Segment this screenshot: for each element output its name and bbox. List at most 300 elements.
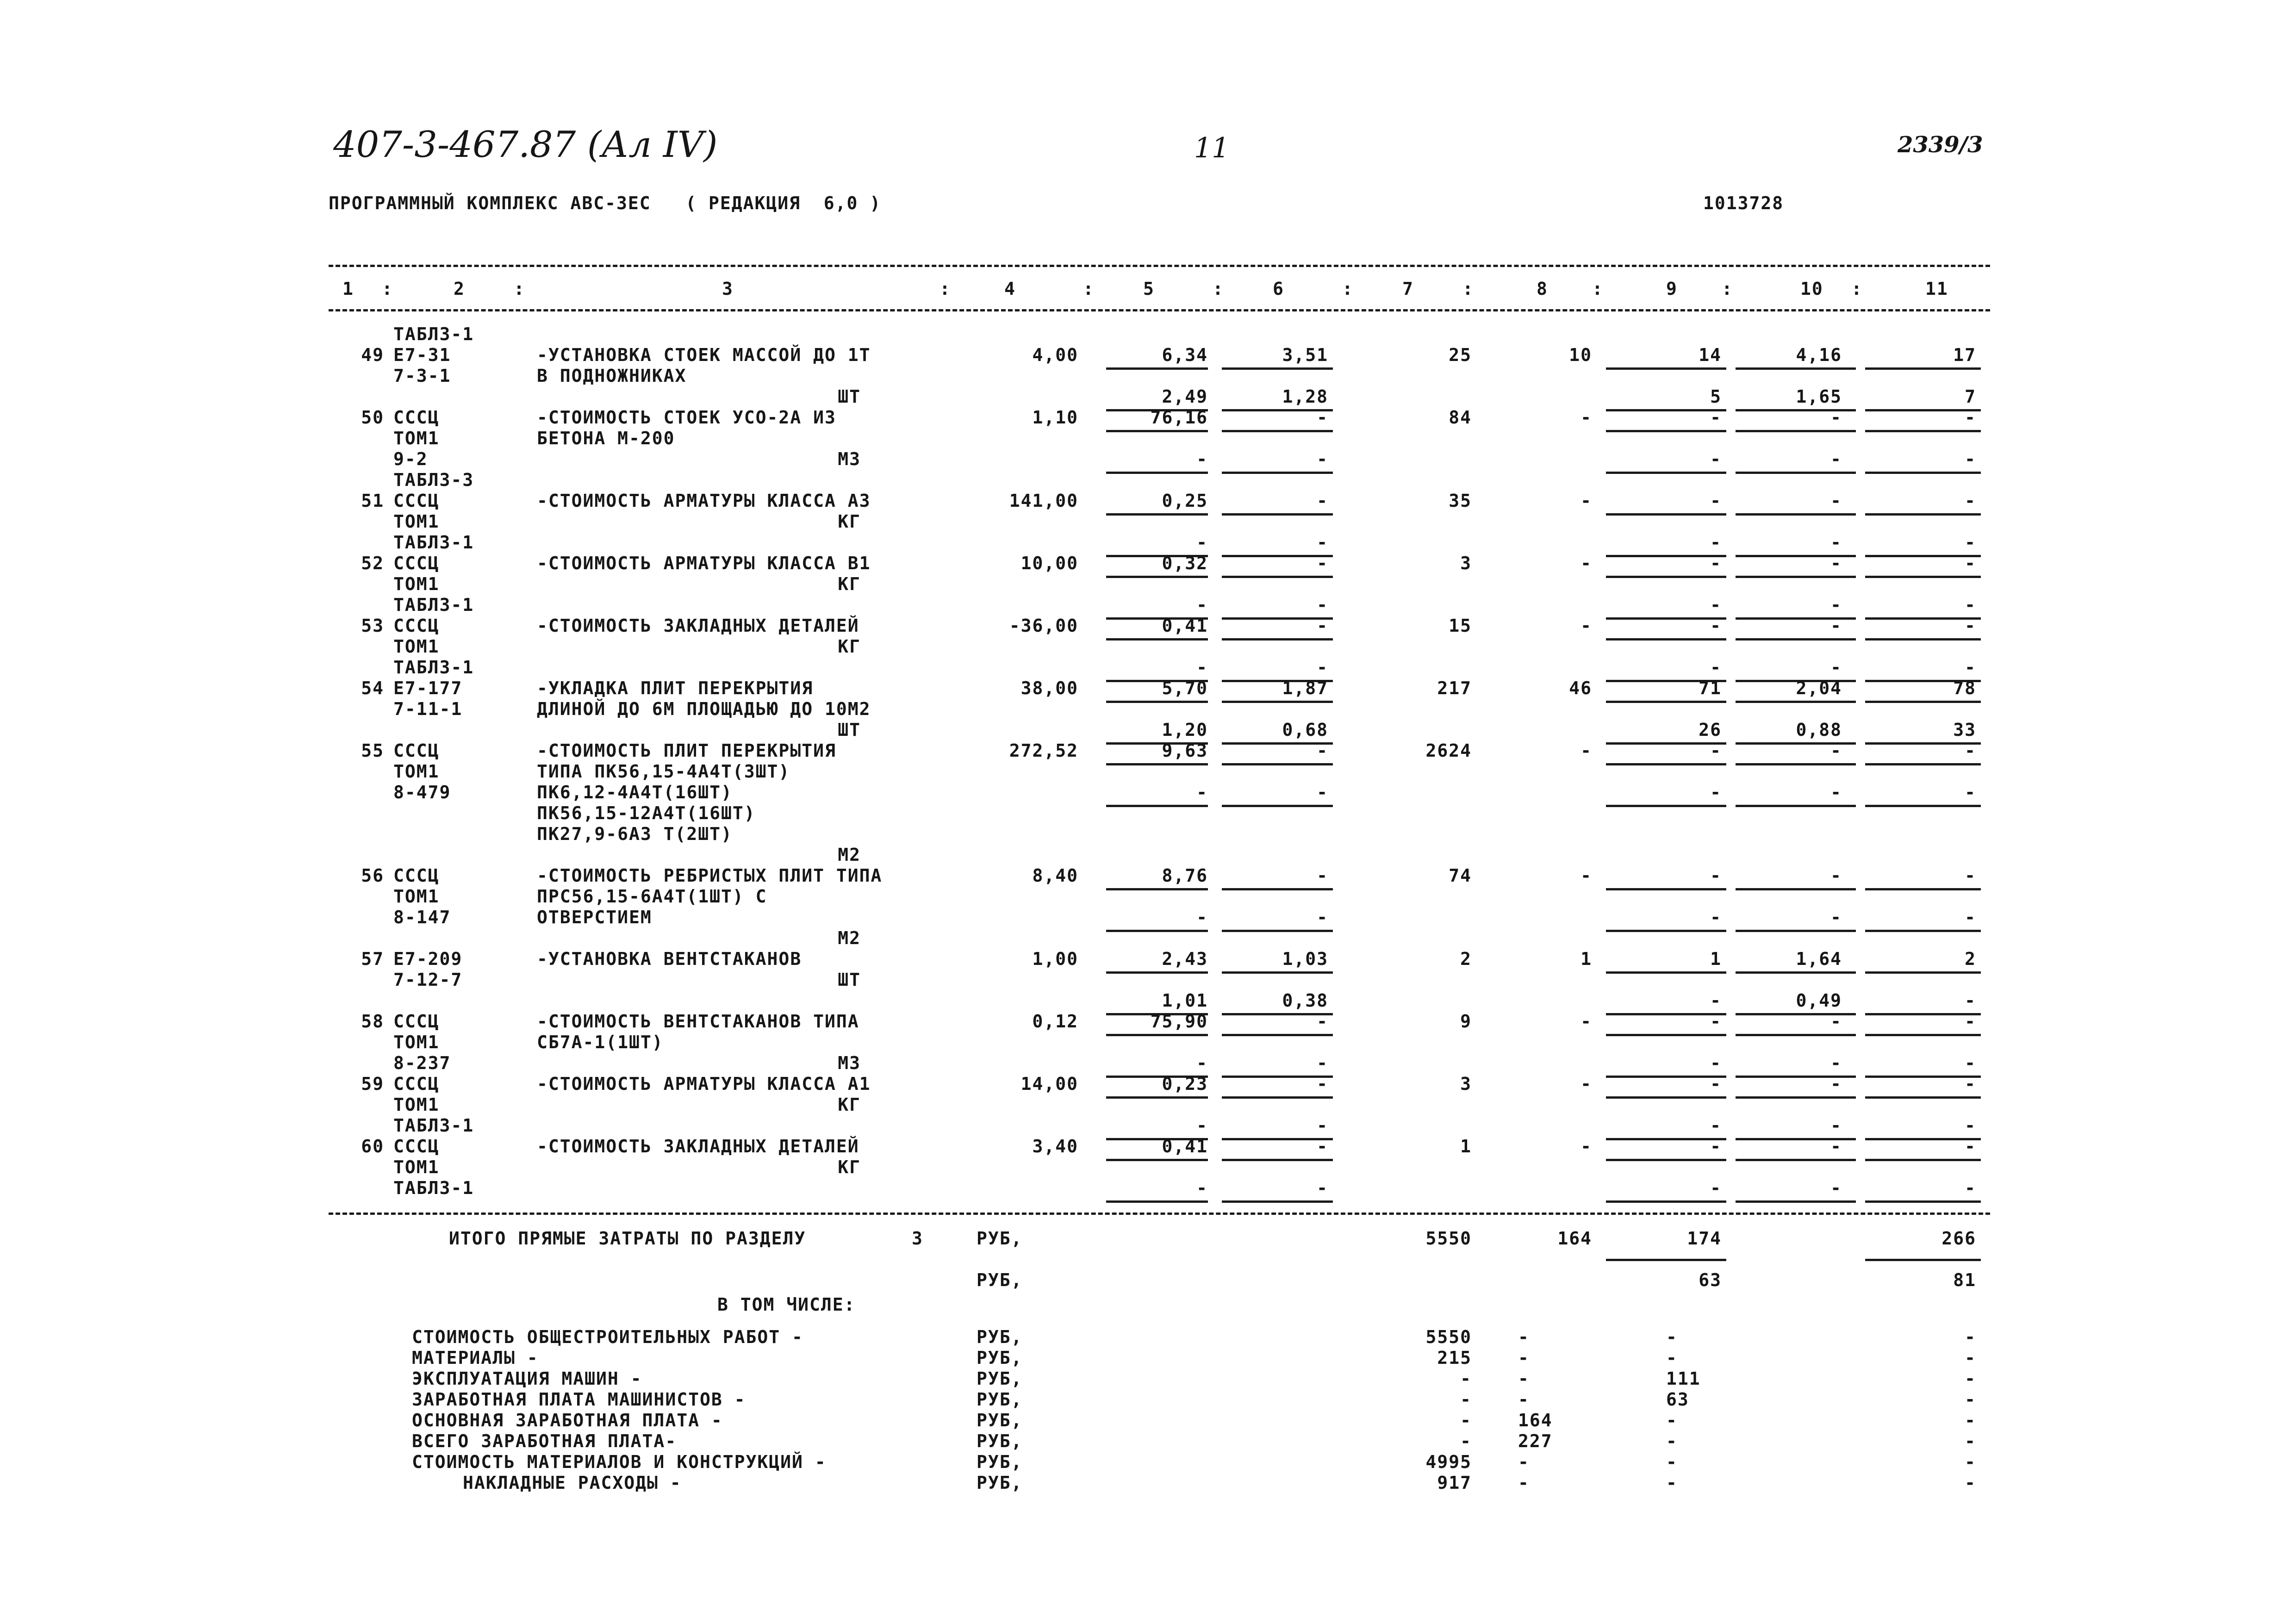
cell-col2: ТАБЛ3-1 xyxy=(393,657,474,678)
column-separator: : xyxy=(1851,279,1863,299)
cell-underline xyxy=(1736,472,1856,474)
cell-col6: - xyxy=(1317,407,1328,428)
cell-col11: - xyxy=(1965,407,1976,428)
column-number-6: 6 xyxy=(1273,279,1284,299)
column-separator: : xyxy=(1722,279,1733,299)
cell-col1: 56 xyxy=(361,865,384,886)
cell-underline xyxy=(1222,430,1333,432)
cell-col8: - xyxy=(1580,1136,1592,1157)
cell-col2: ТОМ1 xyxy=(393,511,440,532)
cell-col11: - xyxy=(1965,532,1976,553)
cell-col10: - xyxy=(1830,1053,1842,1073)
cell-col9: 26 xyxy=(1699,720,1722,740)
cell-col1: 49 xyxy=(361,345,384,365)
cell-col5: - xyxy=(1196,657,1208,678)
cell-col2: ТАБЛ3-3 xyxy=(393,470,474,490)
cell-col3: ПРС56,15-6А4Т(1ШТ) С xyxy=(537,886,767,907)
cell-col10: 0,88 xyxy=(1796,720,1842,740)
cell-col9: - xyxy=(1710,407,1722,428)
cell-underline xyxy=(1865,930,1981,932)
cell-col5: 6,34 xyxy=(1162,345,1208,365)
cell-col8: - xyxy=(1580,553,1592,573)
cell-col3: КГ xyxy=(838,1157,861,1177)
cell-col6: - xyxy=(1317,1011,1328,1032)
cell-col2: 7-11-1 xyxy=(393,699,463,719)
cell-underline xyxy=(1606,472,1726,474)
total-col7: 5550 xyxy=(1425,1228,1472,1249)
cell-underline xyxy=(1865,513,1981,516)
cell-col10: - xyxy=(1830,657,1842,678)
cell-col4: 3,40 xyxy=(1032,1136,1078,1157)
cell-col8: 10 xyxy=(1569,345,1592,365)
cell-col8: - xyxy=(1580,491,1592,511)
cell-col1: 51 xyxy=(361,491,384,511)
cell-col10: - xyxy=(1830,407,1842,428)
cell-col3: ШТ xyxy=(838,720,861,740)
table-header-rule xyxy=(329,309,1990,311)
cell-underline xyxy=(1865,805,1981,807)
cell-col2: СССЦ xyxy=(393,491,440,511)
cell-underline xyxy=(1736,576,1856,578)
cell-col3: ОТВЕРСТИЕМ xyxy=(537,907,652,927)
cell-col8: - xyxy=(1580,407,1592,428)
cell-col10: - xyxy=(1830,1074,1842,1094)
total-col11-rule xyxy=(1865,1259,1981,1261)
cell-underline xyxy=(1736,1034,1856,1036)
cell-col10: - xyxy=(1830,1011,1842,1032)
total-label: ИТОГО ПРЯМЫЕ ЗАТРАТЫ ПО РАЗДЕЛУ xyxy=(449,1228,806,1249)
breakdown-col9: - xyxy=(1666,1410,1678,1430)
cell-col1: 58 xyxy=(361,1011,384,1032)
cell-underline xyxy=(1222,701,1333,703)
breakdown-col8: - xyxy=(1518,1348,1530,1368)
cell-col7: 9 xyxy=(1460,1011,1472,1032)
column-separator: : xyxy=(382,279,393,299)
cell-col3: КГ xyxy=(838,1094,861,1115)
cell-col11: 33 xyxy=(1953,720,1976,740)
cell-col10: - xyxy=(1830,1115,1842,1136)
total-col9-second: 63 xyxy=(1699,1270,1722,1290)
cell-underline xyxy=(1106,576,1208,578)
total-col11: 266 xyxy=(1941,1228,1976,1249)
breakdown-label: ЗАРАБОТНАЯ ПЛАТА МАШИНИСТОВ - xyxy=(412,1389,746,1410)
cell-underline xyxy=(1222,1200,1333,1203)
cell-col5: 1,01 xyxy=(1162,990,1208,1011)
cell-col3: ПК6,12-4А4Т(16ШТ) xyxy=(537,782,733,802)
cell-col8: - xyxy=(1580,1074,1592,1094)
cell-col5: - xyxy=(1196,907,1208,927)
breakdown-label: НАКЛАДНЫЕ РАСХОДЫ - xyxy=(463,1473,682,1493)
cell-col6: 1,28 xyxy=(1282,386,1328,407)
cell-underline xyxy=(1222,888,1333,890)
total-unit: РУБ, xyxy=(977,1228,1023,1249)
cell-underline xyxy=(1865,888,1981,890)
cell-col8: - xyxy=(1580,1011,1592,1032)
cell-col5: - xyxy=(1196,449,1208,469)
cell-col10: - xyxy=(1830,553,1842,573)
handwritten-doc-code: 407-3-467.87 (Ал IV) xyxy=(333,124,718,166)
cell-col6: - xyxy=(1317,1053,1328,1073)
cell-col11: - xyxy=(1965,1136,1976,1157)
cell-col9: - xyxy=(1710,1053,1722,1073)
cell-col4: -36,00 xyxy=(1009,616,1078,636)
total-unit-second: РУБ, xyxy=(977,1270,1023,1290)
cell-col3: БЕТОНА М-200 xyxy=(537,428,675,448)
cell-col6: - xyxy=(1317,553,1328,573)
cell-col3: ПК56,15-12А4Т(16ШТ) xyxy=(537,803,756,823)
cell-col5: 2,49 xyxy=(1162,386,1208,407)
cell-col2: ТОМ1 xyxy=(393,1032,440,1052)
cell-col3: М3 xyxy=(838,1053,861,1073)
cell-col9: - xyxy=(1710,865,1722,886)
cell-underline xyxy=(1106,1159,1208,1161)
breakdown-col7: - xyxy=(1460,1389,1472,1410)
cell-col9: - xyxy=(1710,449,1722,469)
cell-underline xyxy=(1106,1034,1208,1036)
total-section-number: 3 xyxy=(912,1228,923,1249)
cell-col10: - xyxy=(1830,616,1842,636)
handwritten-page-number: 11 xyxy=(1194,132,1230,164)
cell-col3: КГ xyxy=(838,636,861,657)
cell-col1: 55 xyxy=(361,740,384,761)
cell-col11: 78 xyxy=(1953,678,1976,698)
column-number-1: 1 xyxy=(342,279,354,299)
cell-underline xyxy=(1222,513,1333,516)
cell-col7: 74 xyxy=(1449,865,1472,886)
cell-col11: - xyxy=(1965,740,1976,761)
cell-col7: 25 xyxy=(1449,345,1472,365)
cell-col2: ТОМ1 xyxy=(393,636,440,657)
cell-col6: - xyxy=(1317,865,1328,886)
cell-col4: 4,00 xyxy=(1032,345,1078,365)
cell-col3: КГ xyxy=(838,574,861,594)
column-number-9: 9 xyxy=(1666,279,1678,299)
cell-col5: - xyxy=(1196,532,1208,553)
cell-col2: СССЦ xyxy=(393,1074,440,1094)
cell-underline xyxy=(1736,1159,1856,1161)
cell-col9: 1 xyxy=(1710,949,1722,969)
cell-col6: - xyxy=(1317,1115,1328,1136)
cell-underline xyxy=(1606,701,1726,703)
breakdown-col11: - xyxy=(1965,1327,1976,1347)
breakdown-label: СТОИМОСТЬ МАТЕРИАЛОВ И КОНСТРУКЦИЙ - xyxy=(412,1452,827,1472)
cell-underline xyxy=(1106,971,1208,974)
cell-underline xyxy=(1222,971,1333,974)
cell-col10: - xyxy=(1830,907,1842,927)
cell-col9: - xyxy=(1710,1136,1722,1157)
cell-col4: 272,52 xyxy=(1009,740,1078,761)
cell-col2: 9-2 xyxy=(393,449,428,469)
column-separator: : xyxy=(940,279,951,299)
cell-col11: - xyxy=(1965,865,1976,886)
cell-col7: 15 xyxy=(1449,616,1472,636)
cell-col9: 5 xyxy=(1710,386,1722,407)
column-number-5: 5 xyxy=(1143,279,1155,299)
cell-col9: 71 xyxy=(1699,678,1722,698)
cell-col6: - xyxy=(1317,491,1328,511)
cell-underline xyxy=(1106,1096,1208,1099)
cell-underline xyxy=(1606,576,1726,578)
cell-underline xyxy=(1606,1096,1726,1099)
cell-col5: 76,16 xyxy=(1150,407,1208,428)
cell-col4: 1,10 xyxy=(1032,407,1078,428)
cell-underline xyxy=(1222,367,1333,370)
cell-col5: - xyxy=(1196,1115,1208,1136)
cell-col3: ШТ xyxy=(838,386,861,407)
cell-col1: 53 xyxy=(361,616,384,636)
cell-col7: 217 xyxy=(1437,678,1472,698)
breakdown-col11: - xyxy=(1965,1410,1976,1430)
cell-underline xyxy=(1606,513,1726,516)
cell-col9: - xyxy=(1710,532,1722,553)
cell-underline xyxy=(1222,930,1333,932)
cell-col9: - xyxy=(1710,782,1722,802)
cell-underline xyxy=(1222,1159,1333,1161)
breakdown-unit: РУБ, xyxy=(977,1473,1023,1493)
cell-col2: СССЦ xyxy=(393,1136,440,1157)
cell-col1: 50 xyxy=(361,407,384,428)
cell-col2: СССЦ xyxy=(393,865,440,886)
cell-col3: В ПОДНОЖНИКАХ xyxy=(537,366,687,386)
column-separator: : xyxy=(1462,279,1474,299)
cell-underline xyxy=(1865,430,1981,432)
cell-underline xyxy=(1222,763,1333,765)
cell-col9: - xyxy=(1710,1115,1722,1136)
cell-underline xyxy=(1606,1159,1726,1161)
cell-col7: 2624 xyxy=(1425,740,1472,761)
cell-underline xyxy=(1736,701,1856,703)
cell-col10: 4,16 xyxy=(1796,345,1842,365)
cell-col6: - xyxy=(1317,740,1328,761)
cell-col5: 75,90 xyxy=(1150,1011,1208,1032)
breakdown-col9: - xyxy=(1666,1348,1678,1368)
cell-col9: - xyxy=(1710,907,1722,927)
cell-underline xyxy=(1865,576,1981,578)
total-col8: 164 xyxy=(1557,1228,1592,1249)
cell-col3: ДЛИНОЙ ДО 6М ПЛОЩАДЬЮ ДО 10М2 xyxy=(537,699,871,719)
cell-col9: 14 xyxy=(1699,345,1722,365)
cell-col3: -СТОИМОСТЬ ПЛИТ ПЕРЕКРЫТИЯ xyxy=(537,740,836,761)
cell-col9: - xyxy=(1710,595,1722,615)
cell-underline xyxy=(1606,638,1726,640)
cell-underline xyxy=(1106,930,1208,932)
cell-underline xyxy=(1606,367,1726,370)
cell-col10: - xyxy=(1830,740,1842,761)
cell-col6: - xyxy=(1317,657,1328,678)
cell-underline xyxy=(1736,367,1856,370)
cell-col9: - xyxy=(1710,553,1722,573)
cell-underline xyxy=(1106,638,1208,640)
cell-col5: - xyxy=(1196,1053,1208,1073)
cell-col11: - xyxy=(1965,990,1976,1011)
column-separator: : xyxy=(1213,279,1224,299)
cell-col6: - xyxy=(1317,449,1328,469)
breakdown-unit: РУБ, xyxy=(977,1389,1023,1410)
breakdown-label: МАТЕРИАЛЫ - xyxy=(412,1348,539,1368)
cell-col8: 1 xyxy=(1580,949,1592,969)
cell-col11: - xyxy=(1965,907,1976,927)
breakdown-col11: - xyxy=(1965,1452,1976,1472)
cell-underline xyxy=(1222,576,1333,578)
breakdown-label: ОСНОВНАЯ ЗАРАБОТНАЯ ПЛАТА - xyxy=(412,1410,723,1430)
cell-col4: 38,00 xyxy=(1020,678,1078,698)
cell-col9: - xyxy=(1710,491,1722,511)
breakdown-col9: 111 xyxy=(1666,1368,1701,1389)
breakdown-col8: - xyxy=(1518,1368,1530,1389)
cell-col7: 3 xyxy=(1460,1074,1472,1094)
cell-col6: 1,87 xyxy=(1282,678,1328,698)
breakdown-col11: - xyxy=(1965,1473,1976,1493)
cell-col3: ТИПА ПК56,15-4А4Т(3ШТ) xyxy=(537,761,790,782)
cell-col5: 0,25 xyxy=(1162,491,1208,511)
cell-underline xyxy=(1606,1200,1726,1203)
breakdown-col11: - xyxy=(1965,1368,1976,1389)
cell-underline xyxy=(1106,1200,1208,1203)
cell-col7: 2 xyxy=(1460,949,1472,969)
breakdown-col8: - xyxy=(1518,1473,1530,1493)
table-top-rule xyxy=(329,265,1990,267)
cell-col2: ТОМ1 xyxy=(393,1157,440,1177)
cell-underline xyxy=(1222,638,1333,640)
column-number-10: 10 xyxy=(1800,279,1823,299)
cell-underline xyxy=(1106,472,1208,474)
cell-underline xyxy=(1865,701,1981,703)
cell-underline xyxy=(1736,430,1856,432)
column-separator: : xyxy=(1592,279,1604,299)
cell-col6: - xyxy=(1317,616,1328,636)
breakdown-label: ЭКСПЛУАТАЦИЯ МАШИН - xyxy=(412,1368,642,1389)
breakdown-label: ВСЕГО ЗАРАБОТНАЯ ПЛАТА- xyxy=(412,1431,677,1451)
document-id: 1013728 xyxy=(1703,193,1784,213)
cell-col3: -СТОИМОСТЬ ЗАКЛАДНЫХ ДЕТАЛЕЙ xyxy=(537,616,859,636)
cell-underline xyxy=(1606,888,1726,890)
breakdown-col9: - xyxy=(1666,1473,1678,1493)
cell-col6: - xyxy=(1317,1074,1328,1094)
cell-col1: 60 xyxy=(361,1136,384,1157)
cell-col9: - xyxy=(1710,1074,1722,1094)
cell-col11: 2 xyxy=(1965,949,1976,969)
column-separator: : xyxy=(514,279,525,299)
breakdown-col8: - xyxy=(1518,1389,1530,1410)
column-separator: : xyxy=(1083,279,1095,299)
cell-underline xyxy=(1106,805,1208,807)
cell-underline xyxy=(1606,1034,1726,1036)
cell-underline xyxy=(1106,888,1208,890)
breakdown-col9: - xyxy=(1666,1452,1678,1472)
cell-col3: -СТОИМОСТЬ СТОЕК УСО-2А ИЗ xyxy=(537,407,836,428)
cell-col5: 0,32 xyxy=(1162,553,1208,573)
breakdown-col8: - xyxy=(1518,1452,1530,1472)
cell-underline xyxy=(1736,638,1856,640)
cell-underline xyxy=(1736,763,1856,765)
cell-col5: 0,41 xyxy=(1162,616,1208,636)
cell-underline xyxy=(1865,367,1981,370)
cell-col3: -СТОИМОСТЬ АРМАТУРЫ КЛАССА А3 xyxy=(537,491,871,511)
cell-col2: 8-237 xyxy=(393,1053,451,1073)
cell-col9: - xyxy=(1710,1178,1722,1198)
breakdown-col8: 227 xyxy=(1518,1431,1553,1451)
breakdown-col7: - xyxy=(1460,1431,1472,1451)
breakdown-col7: - xyxy=(1460,1410,1472,1430)
cell-underline xyxy=(1106,701,1208,703)
cell-col2: ТАБЛ3-1 xyxy=(393,1115,474,1136)
cell-underline xyxy=(1865,472,1981,474)
cell-underline xyxy=(1736,1096,1856,1099)
cell-col2: 7-3-1 xyxy=(393,366,451,386)
cell-col2: 8-479 xyxy=(393,782,451,802)
cell-col4: 8,40 xyxy=(1032,865,1078,886)
column-number-8: 8 xyxy=(1537,279,1548,299)
cell-col3: ПК27,9-6А3 Т(2ШТ) xyxy=(537,824,733,844)
cell-col2: ТАБЛ3-1 xyxy=(393,532,474,553)
column-number-2: 2 xyxy=(454,279,465,299)
cell-col4: 10,00 xyxy=(1020,553,1078,573)
cell-underline xyxy=(1736,971,1856,974)
cell-col5: - xyxy=(1196,595,1208,615)
cell-col3: КГ xyxy=(838,511,861,532)
handwritten-sheet-ref: 2339/3 xyxy=(1898,132,1983,158)
cell-underline xyxy=(1606,805,1726,807)
cell-underline xyxy=(1106,513,1208,516)
cell-col7: 1 xyxy=(1460,1136,1472,1157)
cell-col3: -СТОИМОСТЬ ЗАКЛАДНЫХ ДЕТАЛЕЙ xyxy=(537,1136,859,1157)
cell-col11: - xyxy=(1965,1074,1976,1094)
cell-underline xyxy=(1736,888,1856,890)
cell-col2: Е7-177 xyxy=(393,678,463,698)
cell-underline xyxy=(1736,1200,1856,1203)
cell-underline xyxy=(1865,1159,1981,1161)
cell-col2: 7-12-7 xyxy=(393,970,463,990)
cell-underline xyxy=(1106,763,1208,765)
cell-col3: -УСТАНОВКА ВЕНТСТАКАНОВ xyxy=(537,949,802,969)
cell-col3: М2 xyxy=(838,928,861,948)
breakdown-col9: - xyxy=(1666,1327,1678,1347)
cell-underline xyxy=(1865,763,1981,765)
cell-underline xyxy=(1106,430,1208,432)
breakdown-unit: РУБ, xyxy=(977,1410,1023,1430)
breakdown-col9: 63 xyxy=(1666,1389,1689,1410)
cell-col5: 1,20 xyxy=(1162,720,1208,740)
cell-col4: 14,00 xyxy=(1020,1074,1078,1094)
cell-col6: - xyxy=(1317,782,1328,802)
cell-col5: - xyxy=(1196,782,1208,802)
cell-col10: 0,49 xyxy=(1796,990,1842,1011)
total-col11-second: 81 xyxy=(1953,1270,1976,1290)
cell-col2: ТАБЛ3-1 xyxy=(393,595,474,615)
cell-col2: СССЦ xyxy=(393,740,440,761)
cell-col10: - xyxy=(1830,865,1842,886)
breakdown-col8: 164 xyxy=(1518,1410,1553,1430)
including-label: В ТОМ ЧИСЛЕ: xyxy=(717,1294,856,1315)
cell-col2: СССЦ xyxy=(393,553,440,573)
breakdown-col7: - xyxy=(1460,1368,1472,1389)
cell-underline xyxy=(1736,930,1856,932)
cell-underline xyxy=(1865,638,1981,640)
cell-col1: 57 xyxy=(361,949,384,969)
cell-col2: ТОМ1 xyxy=(393,886,440,907)
cell-col10: 1,65 xyxy=(1796,386,1842,407)
cell-col4: 1,00 xyxy=(1032,949,1078,969)
cell-col11: - xyxy=(1965,449,1976,469)
cell-col1: 59 xyxy=(361,1074,384,1094)
cell-col2: СССЦ xyxy=(393,1011,440,1032)
breakdown-col8: - xyxy=(1518,1327,1530,1347)
breakdown-col7: 215 xyxy=(1437,1348,1472,1368)
cell-col3: -УКЛАДКА ПЛИТ ПЕРЕКРЫТИЯ xyxy=(537,678,814,698)
cell-col6: 0,68 xyxy=(1282,720,1328,740)
cell-col6: 3,51 xyxy=(1282,345,1328,365)
cell-col11: - xyxy=(1965,1115,1976,1136)
